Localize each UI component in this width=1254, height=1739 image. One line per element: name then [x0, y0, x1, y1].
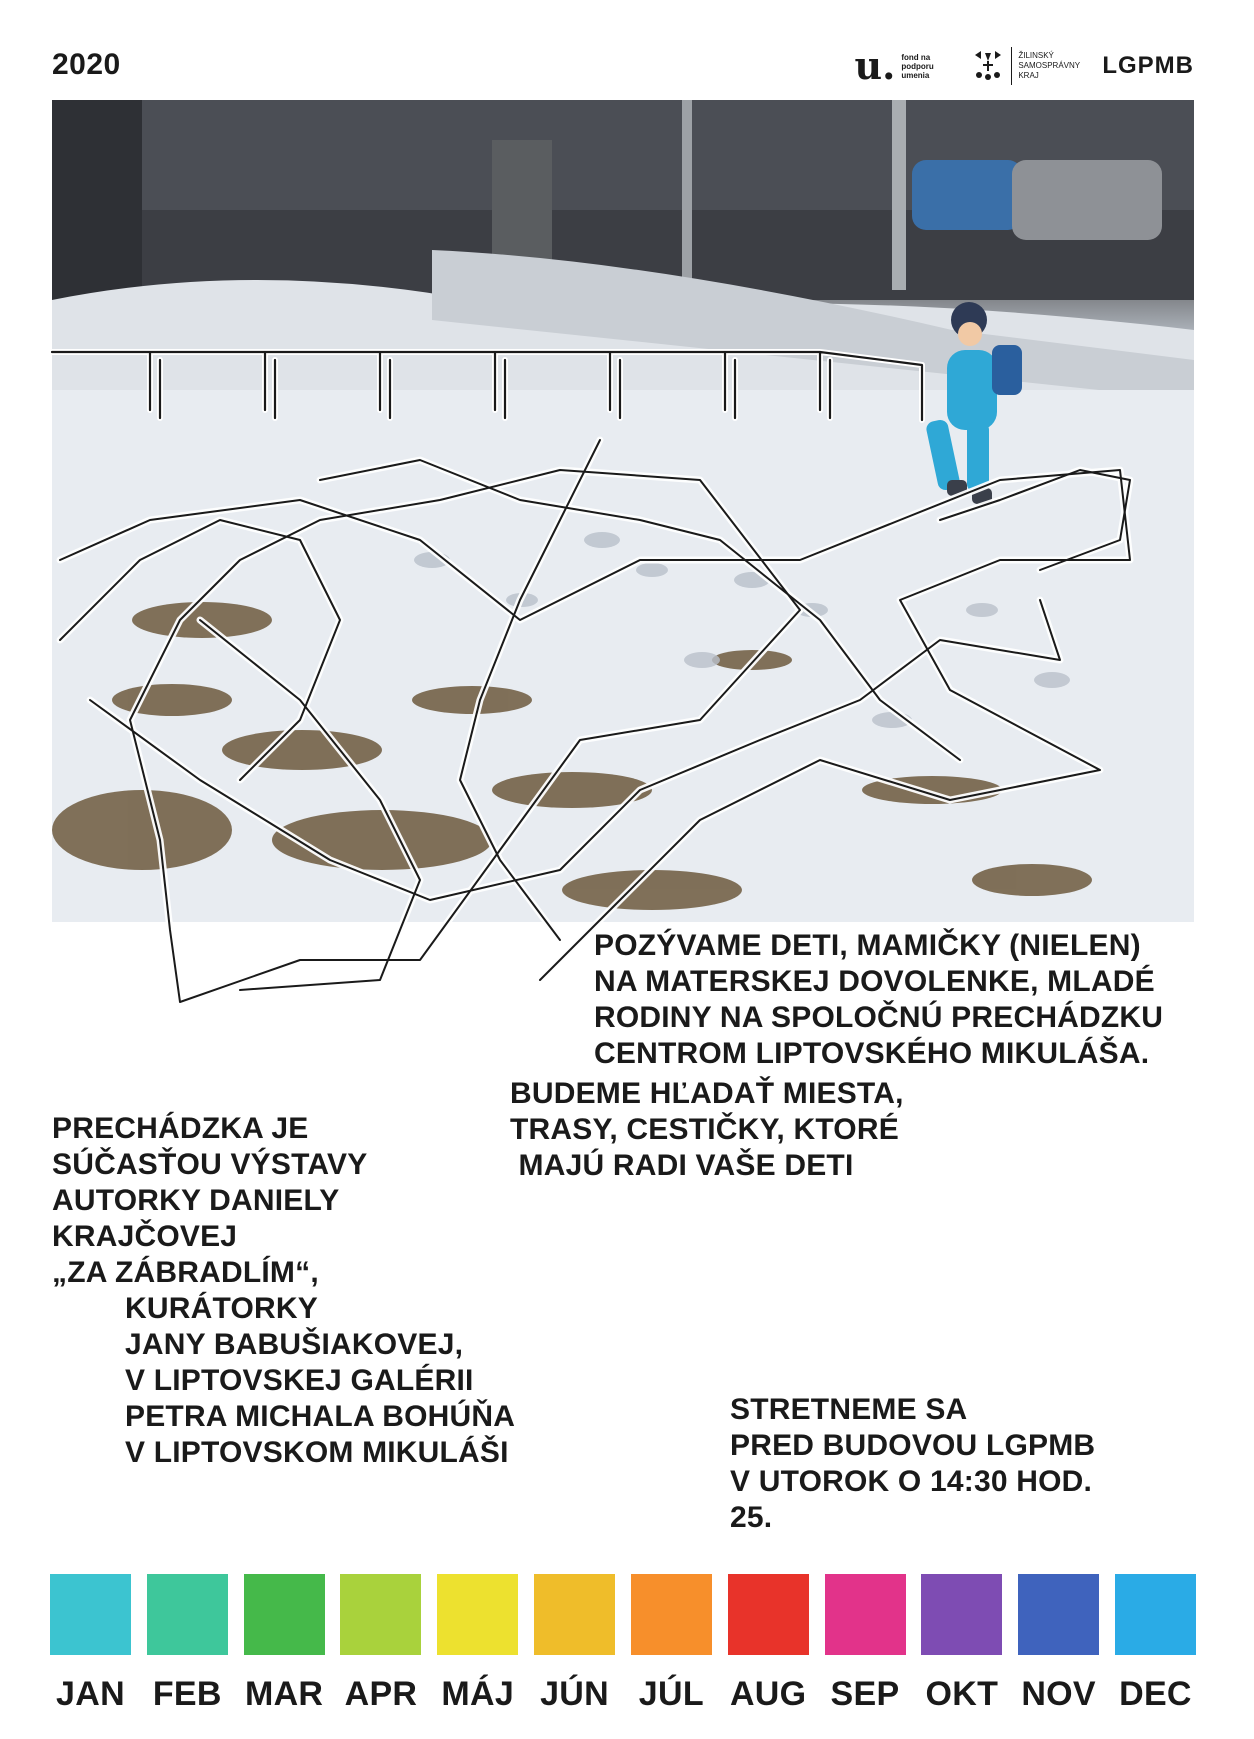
month-color-swatch — [147, 1574, 228, 1655]
about-indent-line: PETRA MICHALA BOHÚŇA — [125, 1400, 516, 1433]
about-indent-line: JANY BABUŠIAKOVEJ, — [125, 1328, 464, 1361]
month-color-swatch — [534, 1574, 615, 1655]
month-label: SEP — [830, 1675, 900, 1713]
month-label: FEB — [152, 1675, 222, 1713]
month-color-swatch — [1018, 1574, 1099, 1655]
month-jún — [534, 1574, 615, 1714]
month-nov — [1018, 1574, 1099, 1714]
lgpmb-logo: LGPMB — [1102, 52, 1194, 79]
fpu-logo-text: fond na podporu umenia — [901, 52, 934, 80]
month-label: JÚN — [540, 1675, 610, 1713]
about-line: PRECHÁDZKA JE — [52, 1112, 309, 1145]
month-apr — [340, 1574, 421, 1714]
zsk-logo — [971, 47, 1080, 85]
month-label: NOV — [1021, 1675, 1096, 1713]
month-júl — [631, 1574, 712, 1714]
snow-walk-photo — [52, 100, 1194, 922]
month-color-swatch — [1115, 1574, 1196, 1655]
month-mar — [244, 1574, 325, 1714]
zsk-logo-text: ŽILINSKÝ SAMOSPRÁVNY KRAJ — [1018, 51, 1080, 80]
meet-line: 25. — [730, 1501, 773, 1534]
meet-line: V UTOROK O 14:30 HOD. — [730, 1465, 1093, 1498]
search-line: TRASY, CESTIČKY, KTORÉ — [510, 1113, 899, 1146]
meeting-info-text — [730, 1392, 1095, 1536]
about-line: „ZA ZÁBRADLÍM“, — [52, 1256, 319, 1289]
zsk-crest-icon — [971, 49, 1005, 83]
meet-line: STRETNEME SA — [730, 1393, 968, 1426]
month-label: JAN — [56, 1675, 125, 1713]
search-line: BUDEME HĽADAŤ MIESTA, — [510, 1077, 904, 1110]
about-line: AUTORKY DANIELY — [52, 1184, 340, 1217]
month-label: MAR — [244, 1675, 324, 1713]
photo-scene — [52, 100, 1194, 922]
month-label: MÁJ — [441, 1675, 515, 1713]
month-color-swatch — [244, 1574, 325, 1655]
search-line: MAJÚ RADI VAŠE DETI — [510, 1149, 854, 1182]
month-color-swatch — [728, 1574, 809, 1655]
month-máj — [437, 1574, 518, 1714]
month-label: OKT — [925, 1675, 999, 1713]
about-line: SÚČASŤOU VÝSTAVY — [52, 1148, 368, 1181]
month-label: JÚL — [638, 1675, 704, 1713]
invite-line: CENTROM LIPTOVSKÉHO MIKULÁŠA. — [594, 1037, 1150, 1070]
about-indent-line: V LIPTOVSKOM MIKULÁŠI — [125, 1436, 509, 1469]
month-label: APR — [344, 1675, 418, 1713]
fpu-logo-mark: u. — [854, 43, 896, 88]
month-aug — [728, 1574, 809, 1714]
month-color-swatch — [631, 1574, 712, 1655]
about-line: KRAJČOVEJ — [52, 1220, 238, 1253]
year-label: 2020 — [52, 48, 121, 81]
month-color-swatch — [340, 1574, 421, 1655]
month-sep — [825, 1574, 906, 1714]
search-places-text — [510, 1076, 904, 1184]
month-color-swatch — [437, 1574, 518, 1655]
about-indent-line: V LIPTOVSKEJ GALÉRII — [125, 1364, 474, 1397]
fpu-logo — [854, 43, 949, 88]
month-color-swatch — [825, 1574, 906, 1655]
partner-logos — [854, 44, 1194, 88]
invite-line: RODINY NA SPOLOČNÚ PRECHÁDZKU — [594, 1001, 1164, 1034]
zsk-logo-divider — [1011, 47, 1012, 85]
month-okt — [921, 1574, 1002, 1714]
month-label: DEC — [1119, 1675, 1192, 1713]
month-feb — [147, 1574, 228, 1714]
meet-line: PRED BUDOVOU LGPMB — [730, 1429, 1096, 1462]
invitation-text — [594, 928, 1163, 1072]
month-color-swatch — [921, 1574, 1002, 1655]
month-label: AUG — [729, 1675, 807, 1713]
invite-line: POZÝVAME DETI, MAMIČKY (NIELEN) — [594, 929, 1141, 962]
month-dec — [1115, 1574, 1196, 1714]
month-color-swatch — [50, 1574, 131, 1655]
exhibition-info-text — [52, 1111, 515, 1471]
months-row — [50, 1574, 1196, 1714]
about-indent-line: KURÁTORKY — [125, 1292, 318, 1325]
month-jan — [50, 1574, 131, 1714]
invite-line: NA MATERSKEJ DOVOLENKE, MLADÉ — [594, 965, 1155, 998]
